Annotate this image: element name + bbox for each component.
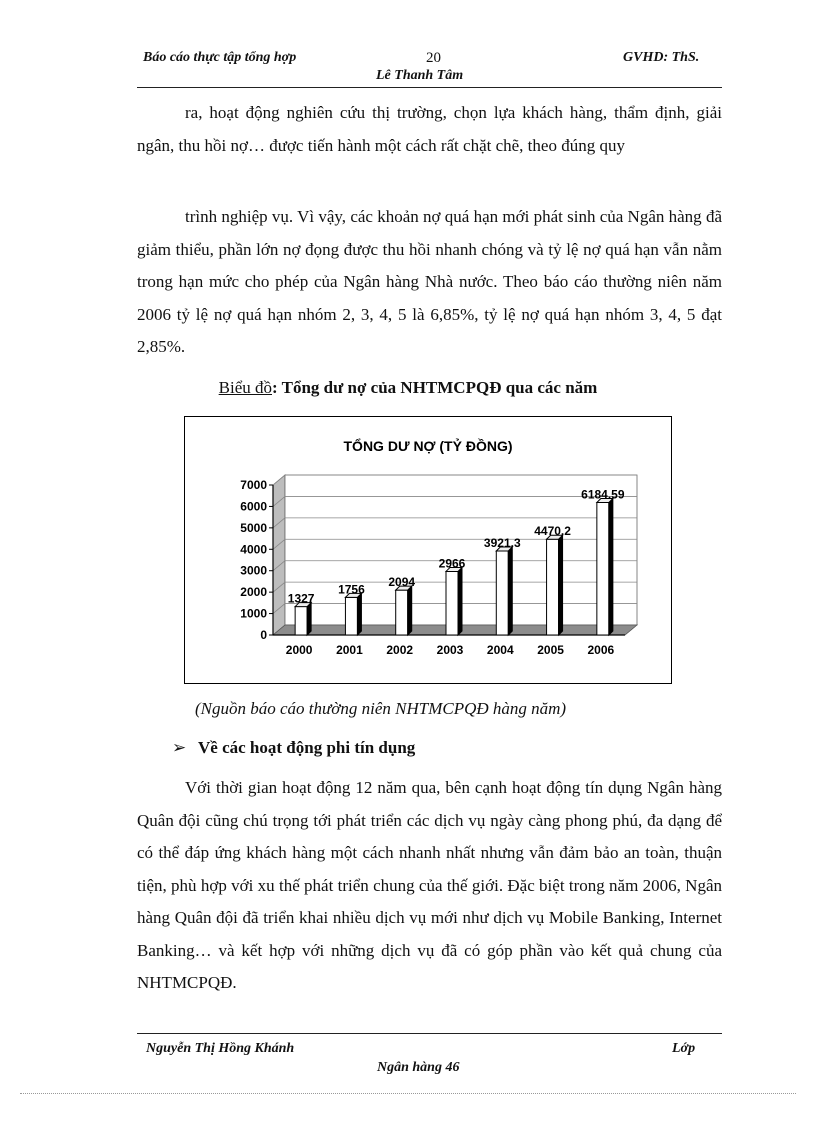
header-rule xyxy=(137,87,722,88)
x-tick-label: 2001 xyxy=(336,643,363,657)
footer-rule xyxy=(137,1033,722,1034)
paragraph-2: Với thời gian hoạt động 12 năm qua, bên cạnh hoạt động tín dụng Ngân hàng Quân đội cũng chú trọng tới phát triển các dịch vụ ngày càng phong phú, đa dạng để có thể đáp ứng khách hàng một cách nhanh nhất nhưng vẫn đảm bảo an toàn, thuận tiện, phù hợp với xu thế phát triển chung của thế giới. Đặc biệt trong năm 2006, Ngân hàng Quân đội đã triển khai nhiều dịch vụ mới như dịch vụ Mobile Banking, Internet Banking… và kết hợp với những dịch vụ đã có góp phần vào kết quả chung của NHTMCPQĐ. xyxy=(137,778,722,992)
data-label: 1327 xyxy=(287,591,315,606)
bar xyxy=(396,590,408,635)
paragraph-1a: ra, hoạt động nghiên cứu thị trường, chọn lựa khách hàng, thẩm định, giải ngân, thu hồi nợ… được tiến hành một cách rất chặt chẽ, theo đúng quy xyxy=(137,103,722,155)
data-label: 4470.2 xyxy=(534,524,571,539)
x-tick-label: 2004 xyxy=(486,643,514,657)
bar-side xyxy=(508,547,512,635)
y-tick-label: 2000 xyxy=(240,585,267,600)
bar-side xyxy=(458,567,462,635)
header-right: GVHD: ThS. xyxy=(623,50,700,65)
x-tick-label: 2000 xyxy=(285,643,313,657)
arrow-bullet-icon: ➢ xyxy=(172,738,187,757)
header-left: Báo cáo thực tập tổng hợp xyxy=(143,50,297,65)
bar xyxy=(597,502,609,635)
x-tick-label: 2003 xyxy=(436,643,464,657)
figure-caption xyxy=(0,378,816,398)
bar xyxy=(496,551,508,635)
bar-side xyxy=(559,535,563,635)
y-tick-label: 4000 xyxy=(240,542,267,557)
caption-title: Tổng dư nợ của NHTMCPQĐ qua các năm xyxy=(281,378,598,397)
caption-sep: : xyxy=(272,378,282,397)
section-heading-text: Về các hoạt động phi tín dụng xyxy=(198,738,416,757)
caption-label: Biểu đồ xyxy=(218,378,272,397)
y-tick-label: 3000 xyxy=(240,563,267,578)
y-tick-label: 1000 xyxy=(240,606,267,621)
y-tick-label: 7000 xyxy=(240,478,267,492)
bar-side xyxy=(307,603,311,635)
x-tick-label: 2005 xyxy=(537,643,564,657)
bar xyxy=(446,571,458,635)
paragraph-1b: trình nghiệp vụ. Vì vậy, các khoản nợ quá hạn mới phát sinh của Ngân hàng đã giảm thiểu, phần lớn nợ đọng được thu hồi nhanh chóng và tỷ lệ nợ quá hạn vẫn nằm trong hạn mức cho phép của Ngân hàng Nhà nước. Theo báo cáo thường niên năm 2006 tỷ lệ nợ quá hạn nhóm 2, 3, 4, 5 là 6,85%, tỷ lệ nợ quá hạn nhóm 3, 4, 5 đạt 2,85%. xyxy=(137,207,722,356)
bar-side xyxy=(609,498,613,635)
data-label: 2966 xyxy=(438,556,466,571)
data-label: 2094 xyxy=(388,575,416,590)
section-heading xyxy=(172,738,415,758)
y-tick-label: 5000 xyxy=(240,520,267,535)
data-label: 1756 xyxy=(338,582,365,597)
y-tick-label: 6000 xyxy=(240,499,267,514)
header-supervisor-name: Lê Thanh Tâm xyxy=(376,68,464,83)
bar-side xyxy=(357,593,361,635)
chart-title: TỔNG DƯ NỢ (TỶ ĐỒNG) xyxy=(343,438,513,454)
bar-chart xyxy=(185,417,671,683)
bar-side xyxy=(408,586,412,635)
footer-class-name: Ngân hàng 46 xyxy=(377,1060,460,1075)
chart-frame xyxy=(184,416,672,684)
footer-class-label: Lớp xyxy=(672,1041,696,1056)
figure-source: (Nguồn báo cáo thường niên NHTMCPQĐ hàng năm) xyxy=(195,699,567,718)
footer-author: Nguyễn Thị Hồng Khánh xyxy=(146,1041,295,1056)
page-bottom-dotted-line xyxy=(20,1093,796,1094)
bar xyxy=(345,597,357,635)
bar xyxy=(295,607,307,635)
data-label: 6184.59 xyxy=(581,487,625,502)
y-tick-label: 0 xyxy=(260,628,267,642)
page-number: 20 xyxy=(426,50,441,66)
x-tick-label: 2002 xyxy=(386,643,414,657)
x-tick-label: 2006 xyxy=(587,643,615,657)
chart-side-wall xyxy=(273,475,285,635)
bar xyxy=(547,539,559,635)
data-label: 3921.3 xyxy=(483,535,521,550)
